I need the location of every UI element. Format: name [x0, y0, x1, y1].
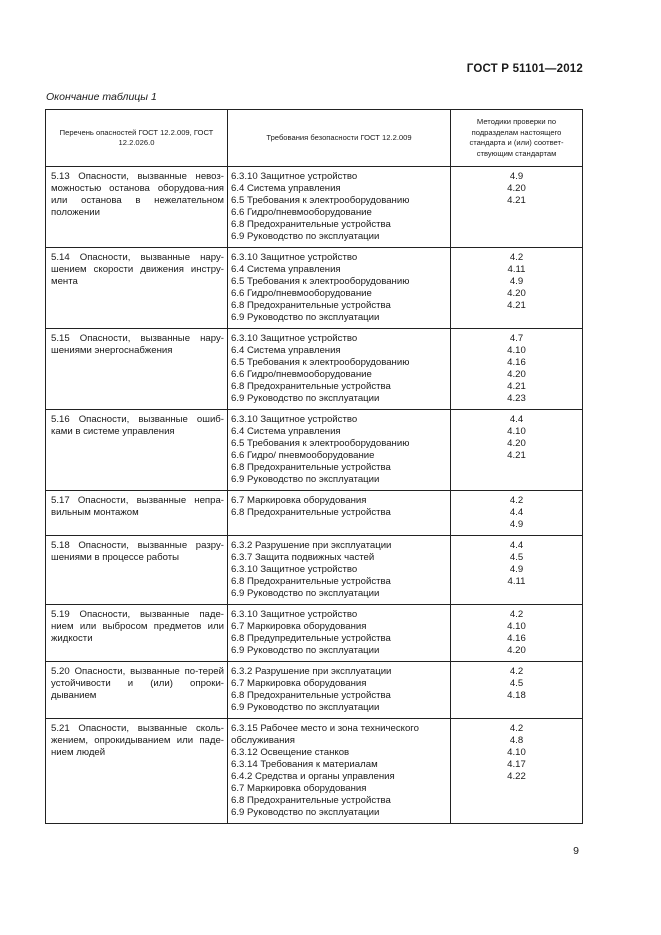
table-row	[46, 329, 583, 410]
method-item: 4.10	[507, 621, 526, 632]
method-item: 4.23	[507, 393, 526, 404]
method-item: 4.16	[507, 357, 526, 368]
method-item: 4.17	[507, 759, 526, 770]
method-item: 4.4	[509, 540, 524, 551]
requirement-item: 6.4.2 Средства и органы управления	[231, 771, 395, 782]
requirement-item: 6.9 Руководство по эксплуатации	[231, 645, 380, 656]
page-number: 9	[573, 845, 579, 857]
requirement-item: 6.8 Предохранительные устройства	[231, 795, 391, 806]
requirements-cell	[228, 248, 451, 329]
table-row	[46, 410, 583, 491]
table-row	[46, 536, 583, 605]
requirements-cell	[228, 167, 451, 248]
methods-cell	[451, 719, 583, 824]
requirement-item: 6.6 Гидро/пневмооборудование	[231, 369, 372, 380]
table-header-row	[46, 110, 583, 167]
requirement-item: 6.8 Предохранительные устройства	[231, 300, 391, 311]
method-item: 4.4	[509, 507, 524, 518]
requirement-item: 6.8 Предупредительные устройства	[231, 633, 391, 644]
requirement-item: 6.6 Гидро/пневмооборудование	[231, 207, 372, 218]
requirement-item: 6.9 Руководство по эксплуатации	[231, 474, 380, 485]
method-item: 4.2	[509, 495, 524, 506]
table-row	[46, 248, 583, 329]
hazard-cell: 5.15 Опасности, вызванные нару-шениями энергоснабжения	[46, 329, 228, 410]
method-item: 4.20	[507, 645, 526, 656]
method-item: 4.11	[507, 264, 526, 275]
requirement-item: 6.5 Требования к электрооборудованию	[231, 357, 410, 368]
method-item: 4.9	[509, 276, 524, 287]
requirement-item: 6.3.10 Защитное устройство	[231, 252, 358, 263]
requirement-item: 6.7 Маркировка оборудования	[231, 621, 367, 632]
requirement-item: 6.3.10 Защитное устройство	[231, 609, 358, 620]
method-item: 4.11	[507, 576, 526, 587]
method-item: 4.9	[509, 564, 524, 575]
hazard-cell: 5.13 Опасности, вызванные невоз-можностью останова оборудова-ния или останова в нежелательном положении	[46, 167, 228, 248]
method-item: 4.10	[507, 747, 526, 758]
requirements-cell	[228, 491, 451, 536]
methods-cell	[451, 662, 583, 719]
method-item: 4.20	[507, 288, 526, 299]
requirements-cell	[228, 662, 451, 719]
requirement-item: 6.4 Система управления	[231, 345, 341, 356]
method-item: 4.22	[507, 771, 526, 782]
column-header-requirements: Требования безопасности ГОСТ 12.2.009	[228, 110, 451, 167]
requirement-item: 6.3.2 Разрушение при эксплуатации	[231, 666, 392, 677]
hazard-cell: 5.17 Опасности, вызванные непра-вильным монтажом	[46, 491, 228, 536]
method-item: 4.5	[509, 552, 524, 563]
method-item: 4.21	[507, 381, 526, 392]
method-item: 4.4	[509, 414, 524, 425]
requirement-item: 6.8 Предохранительные устройства	[231, 462, 391, 473]
requirement-item: 6.4 Система управления	[231, 426, 341, 437]
hazard-cell: 5.19 Опасности, вызванные паде-нием или выбросом предметов или жидкости	[46, 605, 228, 662]
requirement-item: 6.9 Руководство по эксплуатации	[231, 312, 380, 323]
hazard-cell: 5.18 Опасности, вызванные разру-шениями в процессе работы	[46, 536, 228, 605]
methods-cell	[451, 167, 583, 248]
method-item: 4.2	[509, 723, 524, 734]
hazards-table	[45, 109, 583, 824]
hazard-cell: 5.14 Опасности, вызванные нару-шением скорости движения инстру-мента	[46, 248, 228, 329]
hazard-cell: 5.20 Опасности, вызванные по-терей устойчивости и (или) опроки-дыванием	[46, 662, 228, 719]
requirement-item: 6.7 Маркировка оборудования	[231, 495, 367, 506]
method-item: 4.9	[509, 171, 524, 182]
requirement-item: 6.3.10 Защитное устройство	[231, 564, 358, 575]
requirement-item: 6.3.7 Защита подвижных частей	[231, 552, 375, 563]
method-item: 4.21	[507, 450, 526, 461]
requirement-item: 6.9 Руководство по эксплуатации	[231, 393, 380, 404]
requirement-item: обслуживания	[231, 735, 295, 746]
method-item: 4.16	[507, 633, 526, 644]
requirements-cell	[228, 719, 451, 824]
requirement-item: 6.6 Гидро/пневмооборудование	[231, 288, 372, 299]
requirement-item: 6.8 Предохранительные устройства	[231, 507, 391, 518]
requirements-cell	[228, 536, 451, 605]
method-item: 4.20	[507, 438, 526, 449]
table-row	[46, 605, 583, 662]
requirement-item: 6.3.12 Освещение станков	[231, 747, 350, 758]
method-item: 4.10	[507, 426, 526, 437]
methods-cell	[451, 248, 583, 329]
requirement-item: 6.8 Предохранительные устройства	[231, 576, 391, 587]
requirement-item: 6.9 Руководство по эксплуатации	[231, 588, 380, 599]
table-caption: Окончание таблицы 1	[46, 91, 157, 103]
requirement-item: 6.3.10 Защитное устройство	[231, 333, 358, 344]
requirement-item: 6.3.10 Защитное устройство	[231, 414, 358, 425]
method-item: 4.2	[509, 609, 524, 620]
requirement-item: 6.5 Требования к электрооборудованию	[231, 438, 410, 449]
method-item: 4.10	[507, 345, 526, 356]
table-row	[46, 167, 583, 248]
method-item: 4.2	[509, 252, 524, 263]
method-item: 4.7	[509, 333, 524, 344]
requirement-item: 6.7 Маркировка оборудования	[231, 678, 367, 689]
requirement-item: 6.3.14 Требования к материалам	[231, 759, 378, 770]
method-item: 4.21	[507, 195, 526, 206]
method-item: 4.2	[509, 666, 524, 677]
requirement-item: 6.4 Система управления	[231, 183, 341, 194]
requirement-item: 6.5 Требования к электрооборудованию	[231, 276, 410, 287]
method-item: 4.21	[507, 300, 526, 311]
methods-cell	[451, 329, 583, 410]
requirement-item: 6.5 Требования к электрооборудованию	[231, 195, 410, 206]
requirements-cell	[228, 605, 451, 662]
requirement-item: 6.7 Маркировка оборудования	[231, 783, 367, 794]
document-code: ГОСТ Р 51101—2012	[466, 63, 583, 75]
method-item: 4.8	[509, 735, 524, 746]
requirement-item: 6.9 Руководство по эксплуатации	[231, 231, 380, 242]
requirement-item: 6.6 Гидро/ пневмооборудование	[231, 450, 375, 461]
methods-cell	[451, 491, 583, 536]
methods-cell	[451, 410, 583, 491]
requirement-item: 6.3.2 Разрушение при эксплуатации	[231, 540, 392, 551]
table-body	[46, 167, 583, 824]
table-row	[46, 491, 583, 536]
methods-cell	[451, 605, 583, 662]
table-row	[46, 719, 583, 824]
requirement-item: 6.8 Предохранительные устройства	[231, 381, 391, 392]
method-item: 4.20	[507, 183, 526, 194]
requirement-item: 6.8 Предохранительные устройства	[231, 690, 391, 701]
requirements-cell	[228, 410, 451, 491]
hazard-cell: 5.16 Опасности, вызванные ошиб-ками в системе управления	[46, 410, 228, 491]
table-row	[46, 662, 583, 719]
column-header-hazards: Перечень опасностей ГОСТ 12.2.009, ГОСТ 12.2.026.0	[46, 110, 228, 167]
requirement-item: 6.3.10 Защитное устройство	[231, 171, 358, 182]
column-header-methods: Методики проверки по подразделам настоящего стандарта и (или) соответ-ствующим стандартам	[451, 110, 583, 167]
requirement-item: 6.9 Руководство по эксплуатации	[231, 807, 380, 818]
requirement-item: 6.4 Система управления	[231, 264, 341, 275]
requirement-item: 6.9 Руководство по эксплуатации	[231, 702, 380, 713]
methods-cell	[451, 536, 583, 605]
method-item: 4.18	[507, 690, 526, 701]
method-item: 4.9	[509, 519, 524, 530]
requirement-item: 6.8 Предохранительные устройства	[231, 219, 391, 230]
hazard-cell: 5.21 Опасности, вызванные сколь-жением, опрокидыванием или паде-нием людей	[46, 719, 228, 824]
method-item: 4.5	[509, 678, 524, 689]
method-item: 4.20	[507, 369, 526, 380]
requirements-cell	[228, 329, 451, 410]
requirement-item: 6.3.15 Рабочее место и зона технического	[231, 723, 419, 734]
